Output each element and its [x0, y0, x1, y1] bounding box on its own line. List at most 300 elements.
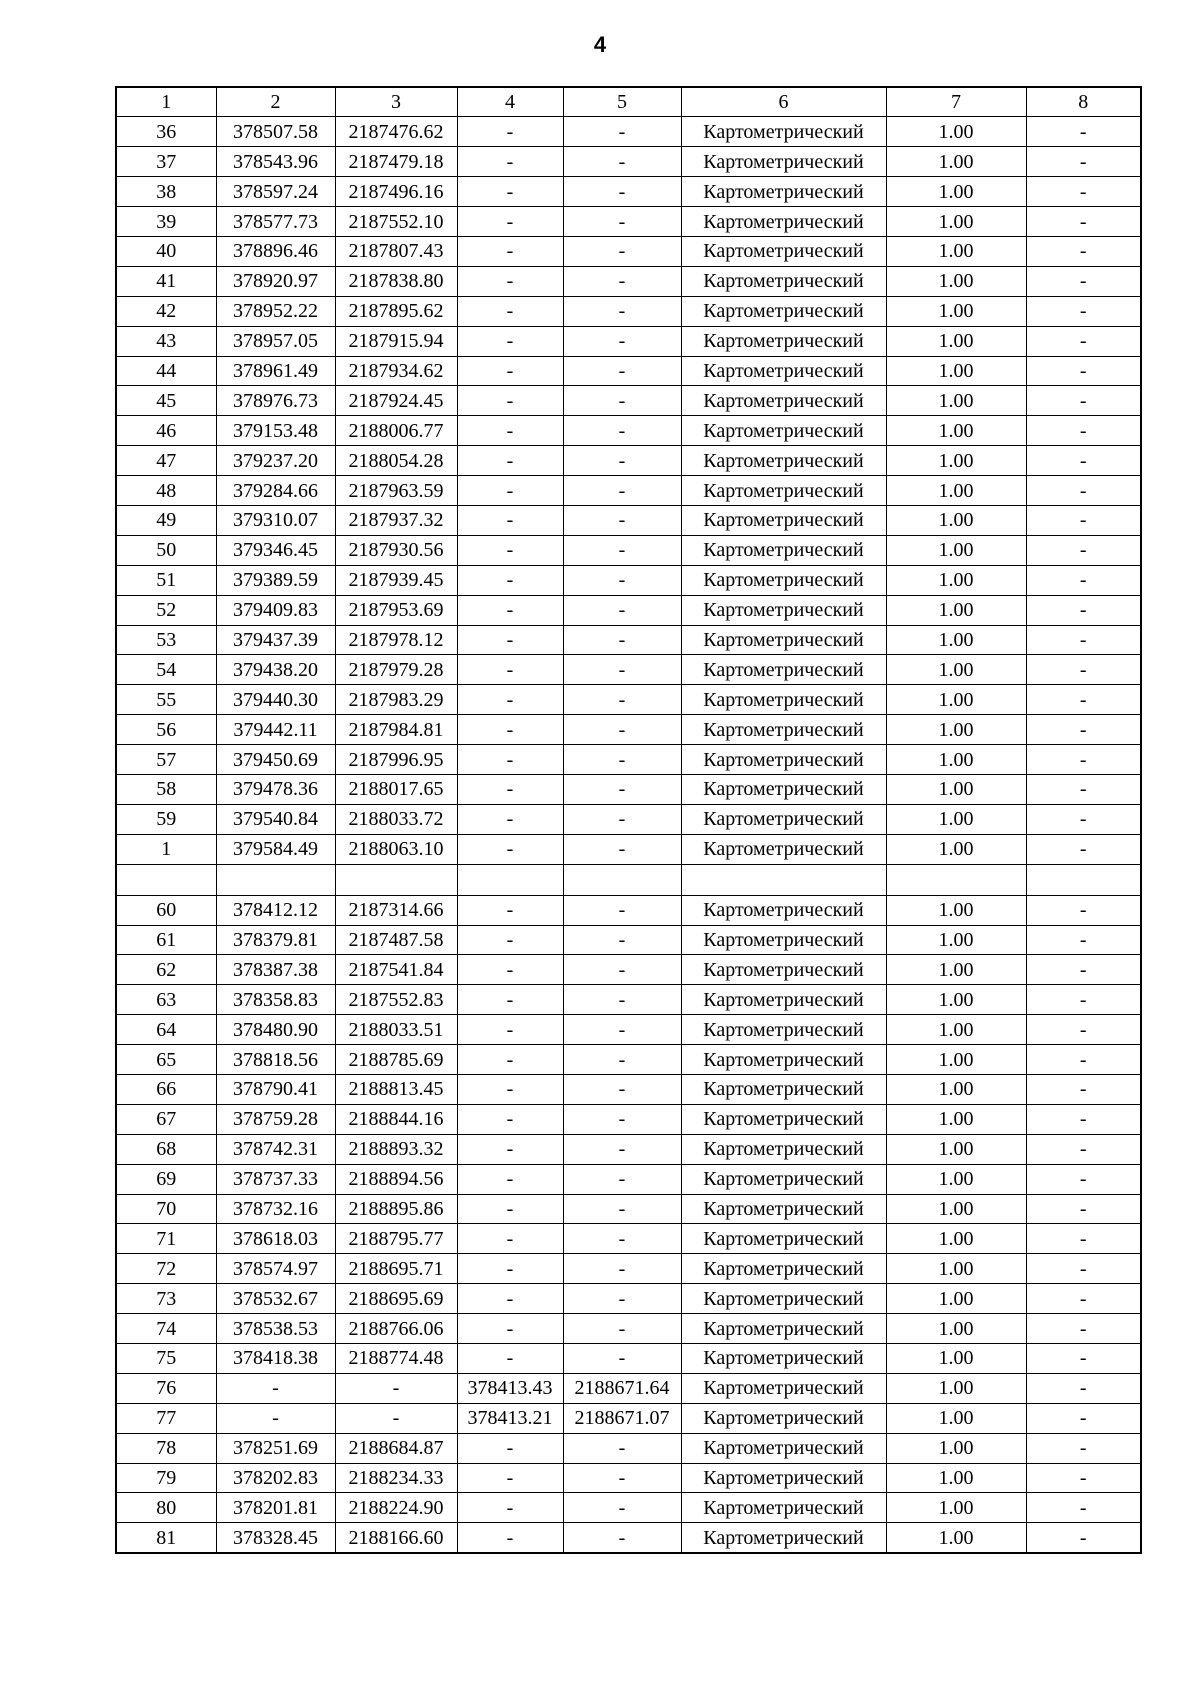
table-cell: 1.00 — [886, 1254, 1026, 1284]
table-cell: - — [563, 505, 681, 535]
table-cell: - — [1026, 117, 1141, 147]
table-cell: Картометрический — [681, 1104, 886, 1134]
table-cell: Картометрический — [681, 985, 886, 1015]
table-cell: Картометрический — [681, 207, 886, 237]
table-cell: - — [563, 1224, 681, 1254]
table-cell: - — [563, 476, 681, 506]
table-cell: - — [1026, 1403, 1141, 1433]
table-cell: - — [457, 925, 563, 955]
table-cell: 39 — [116, 207, 216, 237]
table-cell: 1.00 — [886, 386, 1026, 416]
table-row — [116, 505, 1141, 535]
table-cell: Картометрический — [681, 1015, 886, 1045]
table-cell: 2188671.64 — [563, 1373, 681, 1403]
table-cell: Картометрический — [681, 326, 886, 356]
table-cell: Картометрический — [681, 1344, 886, 1374]
table-cell: Картометрический — [681, 117, 886, 147]
table-cell: 37 — [116, 147, 216, 177]
table-cell: 378737.33 — [216, 1164, 335, 1194]
table-row — [116, 207, 1141, 237]
table-cell: 1.00 — [886, 1463, 1026, 1493]
table-cell: - — [1026, 834, 1141, 864]
table-cell: 378543.96 — [216, 147, 335, 177]
table-cell: - — [1026, 1433, 1141, 1463]
table-cell: 378742.31 — [216, 1134, 335, 1164]
table-row — [116, 1314, 1141, 1344]
table-cell: 51 — [116, 565, 216, 595]
table-cell: - — [457, 804, 563, 834]
table-row — [116, 1134, 1141, 1164]
table-row — [116, 715, 1141, 745]
table-cell: 379540.84 — [216, 804, 335, 834]
table-cell: 379584.49 — [216, 834, 335, 864]
table-cell: - — [1026, 1493, 1141, 1523]
table-cell: 52 — [116, 595, 216, 625]
table-cell: 378532.67 — [216, 1284, 335, 1314]
table-cell: Картометрический — [681, 834, 886, 864]
table-cell: 1.00 — [886, 1344, 1026, 1374]
table-cell: Картометрический — [681, 715, 886, 745]
table-cell: 2188695.71 — [335, 1254, 457, 1284]
table-cell: - — [457, 1254, 563, 1284]
table-cell: 378379.81 — [216, 925, 335, 955]
table-cell: 1.00 — [886, 955, 1026, 985]
table-cell: - — [1026, 207, 1141, 237]
table-cell: 41 — [116, 266, 216, 296]
table-cell: 49 — [116, 505, 216, 535]
table-cell: 2188813.45 — [335, 1075, 457, 1105]
table-cell: Картометрический — [681, 505, 886, 535]
table-cell: 1.00 — [886, 1373, 1026, 1403]
table-row — [116, 1045, 1141, 1075]
table-cell: Картометрический — [681, 745, 886, 775]
table-cell: 378976.73 — [216, 386, 335, 416]
table-row — [116, 834, 1141, 864]
table-cell: Картометрический — [681, 296, 886, 326]
table-cell: - — [457, 1015, 563, 1045]
table-cell: - — [563, 326, 681, 356]
table-cell: 44 — [116, 356, 216, 386]
table-cell: 2188766.06 — [335, 1314, 457, 1344]
table-cell: 378413.21 — [457, 1403, 563, 1433]
table-cell: - — [457, 715, 563, 745]
table-row — [116, 326, 1141, 356]
table-cell: - — [1026, 625, 1141, 655]
table-cell: 2187934.62 — [335, 356, 457, 386]
table-row — [116, 1403, 1141, 1433]
table-cell: - — [1026, 1104, 1141, 1134]
table-cell: Картометрический — [681, 147, 886, 177]
table-cell: - — [457, 535, 563, 565]
table-cell: 378507.58 — [216, 117, 335, 147]
table-cell: - — [563, 955, 681, 985]
table-cell: 379440.30 — [216, 685, 335, 715]
table-cell: 2187479.18 — [335, 147, 457, 177]
table-cell: 1.00 — [886, 356, 1026, 386]
table-cell: Картометрический — [681, 955, 886, 985]
table-cell: - — [1026, 1284, 1141, 1314]
table-cell: 1.00 — [886, 834, 1026, 864]
table-cell: 1.00 — [886, 804, 1026, 834]
table-row — [116, 266, 1141, 296]
table-cell: - — [1026, 1254, 1141, 1284]
table-cell: 2187807.43 — [335, 236, 457, 266]
table-row — [116, 685, 1141, 715]
table-cell: 1.00 — [886, 207, 1026, 237]
table-cell: - — [457, 386, 563, 416]
table-cell: Картометрический — [681, 1403, 886, 1433]
table-row — [116, 1104, 1141, 1134]
table-cell: - — [563, 1284, 681, 1314]
table-cell: 379438.20 — [216, 655, 335, 685]
table-cell: 1.00 — [886, 1134, 1026, 1164]
table-cell: - — [563, 1104, 681, 1134]
table-cell: 1.00 — [886, 1493, 1026, 1523]
table-cell: Картометрический — [681, 356, 886, 386]
table-cell: 2188054.28 — [335, 446, 457, 476]
table-cell: 61 — [116, 925, 216, 955]
table-cell: 70 — [116, 1194, 216, 1224]
table-cell: - — [1026, 1344, 1141, 1374]
table-row — [116, 864, 1141, 895]
table-row — [116, 565, 1141, 595]
table-cell — [216, 864, 335, 895]
table-cell: - — [563, 1433, 681, 1463]
table-cell: - — [457, 1523, 563, 1553]
column-header-1: 1 — [116, 87, 216, 117]
table-cell: Картометрический — [681, 1254, 886, 1284]
table-cell: 378597.24 — [216, 177, 335, 207]
table-row — [116, 925, 1141, 955]
table-cell: - — [563, 236, 681, 266]
table-cell: 2187476.62 — [335, 117, 457, 147]
table-row — [116, 1194, 1141, 1224]
table-cell: 2187496.16 — [335, 177, 457, 207]
table-cell: 2188234.33 — [335, 1463, 457, 1493]
table-cell: 1.00 — [886, 985, 1026, 1015]
table-cell: - — [1026, 745, 1141, 775]
table-cell: 75 — [116, 1344, 216, 1374]
table-cell: 378577.73 — [216, 207, 335, 237]
table-cell: 378201.81 — [216, 1493, 335, 1523]
table-cell: - — [563, 774, 681, 804]
table-cell: 64 — [116, 1015, 216, 1045]
table-cell: 2188893.32 — [335, 1134, 457, 1164]
table-row — [116, 535, 1141, 565]
table-cell: 55 — [116, 685, 216, 715]
table-cell: - — [563, 1075, 681, 1105]
column-header-8: 8 — [1026, 87, 1141, 117]
table-cell: - — [1026, 685, 1141, 715]
table-row — [116, 1433, 1141, 1463]
table-cell: 1.00 — [886, 535, 1026, 565]
table-cell: - — [1026, 565, 1141, 595]
table-cell: 60 — [116, 895, 216, 925]
table-cell: 1.00 — [886, 1164, 1026, 1194]
table-cell: 1.00 — [886, 685, 1026, 715]
table-cell: 62 — [116, 955, 216, 985]
table-cell: 46 — [116, 416, 216, 446]
table-cell: 2188017.65 — [335, 774, 457, 804]
table-cell: 1 — [116, 834, 216, 864]
table-cell: 40 — [116, 236, 216, 266]
table-cell: 2187937.32 — [335, 505, 457, 535]
table-cell: Картометрический — [681, 1314, 886, 1344]
table-cell: 72 — [116, 1254, 216, 1284]
table-cell: 1.00 — [886, 774, 1026, 804]
table-cell: 1.00 — [886, 1224, 1026, 1254]
table-cell: 378618.03 — [216, 1224, 335, 1254]
table-cell: 378480.90 — [216, 1015, 335, 1045]
table-cell: 56 — [116, 715, 216, 745]
table-cell: 48 — [116, 476, 216, 506]
table-cell: 2188063.10 — [335, 834, 457, 864]
table-cell: 378961.49 — [216, 356, 335, 386]
table-cell: - — [1026, 1373, 1141, 1403]
table-cell: Картометрический — [681, 804, 886, 834]
table-cell: 2188844.16 — [335, 1104, 457, 1134]
table-cell: - — [563, 1523, 681, 1553]
table-cell: 378952.22 — [216, 296, 335, 326]
table-cell: 2187978.12 — [335, 625, 457, 655]
table-cell: 2188671.07 — [563, 1403, 681, 1433]
table-cell: 66 — [116, 1075, 216, 1105]
table-cell: Картометрический — [681, 1523, 886, 1553]
table-cell: - — [457, 505, 563, 535]
table-cell: Картометрический — [681, 535, 886, 565]
table-cell: 2188033.72 — [335, 804, 457, 834]
table-cell: - — [1026, 236, 1141, 266]
table-row — [116, 1254, 1141, 1284]
table-cell: 379389.59 — [216, 565, 335, 595]
table-row — [116, 1493, 1141, 1523]
table-cell: 1.00 — [886, 745, 1026, 775]
table-cell: 1.00 — [886, 1523, 1026, 1553]
table-cell: 2188795.77 — [335, 1224, 457, 1254]
table-row — [116, 147, 1141, 177]
table-cell: 2187895.62 — [335, 296, 457, 326]
table-cell: - — [457, 774, 563, 804]
table-cell: 2187979.28 — [335, 655, 457, 685]
table-cell: 2188894.56 — [335, 1164, 457, 1194]
table-row — [116, 1463, 1141, 1493]
table-cell: 2187838.80 — [335, 266, 457, 296]
table-cell: - — [563, 625, 681, 655]
table-cell: - — [563, 745, 681, 775]
table-cell: - — [457, 296, 563, 326]
table-cell: - — [335, 1403, 457, 1433]
table-cell: Картометрический — [681, 1134, 886, 1164]
table-row — [116, 955, 1141, 985]
table-row — [116, 1284, 1141, 1314]
table-cell: - — [563, 685, 681, 715]
table-cell: 1.00 — [886, 1284, 1026, 1314]
table-cell: Картометрический — [681, 1194, 886, 1224]
table-cell: 53 — [116, 625, 216, 655]
table-cell: Картометрический — [681, 446, 886, 476]
table-cell: 378732.16 — [216, 1194, 335, 1224]
table-cell — [116, 864, 216, 895]
table-cell: - — [457, 476, 563, 506]
table-cell: 80 — [116, 1493, 216, 1523]
table-cell — [457, 864, 563, 895]
table-row — [116, 595, 1141, 625]
table-cell: Картометрический — [681, 774, 886, 804]
table-cell: 378759.28 — [216, 1104, 335, 1134]
table-cell: 54 — [116, 655, 216, 685]
table-cell: Картометрический — [681, 685, 886, 715]
table-cell: - — [563, 1314, 681, 1344]
table-cell: Картометрический — [681, 386, 886, 416]
column-header-4: 4 — [457, 87, 563, 117]
table-cell: 73 — [116, 1284, 216, 1314]
table-cell: - — [457, 985, 563, 1015]
table-cell: - — [457, 1433, 563, 1463]
table-cell: 379284.66 — [216, 476, 335, 506]
table-cell: 379450.69 — [216, 745, 335, 775]
table-cell: 379409.83 — [216, 595, 335, 625]
table-cell: 2187541.84 — [335, 955, 457, 985]
table-cell: - — [563, 715, 681, 745]
table-cell: - — [563, 1344, 681, 1374]
table-cell: 378790.41 — [216, 1075, 335, 1105]
table-cell: 378413.43 — [457, 1373, 563, 1403]
table-cell: - — [457, 177, 563, 207]
table-cell: - — [563, 655, 681, 685]
table-cell: Картометрический — [681, 1493, 886, 1523]
table-cell: 76 — [116, 1373, 216, 1403]
table-cell: - — [563, 1463, 681, 1493]
table-cell: - — [1026, 386, 1141, 416]
table-row — [116, 1373, 1141, 1403]
table-cell: Картометрический — [681, 266, 886, 296]
table-row — [116, 296, 1141, 326]
table-cell: - — [1026, 1134, 1141, 1164]
table-cell: - — [1026, 1045, 1141, 1075]
table-cell: - — [1026, 505, 1141, 535]
table-cell: 36 — [116, 117, 216, 147]
table-cell: Картометрический — [681, 1075, 886, 1105]
table-cell: 47 — [116, 446, 216, 476]
table-cell — [681, 864, 886, 895]
table-cell: 378538.53 — [216, 1314, 335, 1344]
table-cell: - — [457, 446, 563, 476]
table-cell: - — [1026, 1164, 1141, 1194]
table-row — [116, 446, 1141, 476]
table-cell: - — [563, 356, 681, 386]
table-cell: - — [1026, 985, 1141, 1015]
table-cell: - — [1026, 895, 1141, 925]
table-cell: - — [563, 804, 681, 834]
table-cell: - — [1026, 595, 1141, 625]
table-cell: Картометрический — [681, 1164, 886, 1194]
table-cell: - — [1026, 177, 1141, 207]
table-row — [116, 117, 1141, 147]
table-cell: - — [563, 1493, 681, 1523]
table-cell: 43 — [116, 326, 216, 356]
table-cell: - — [1026, 1075, 1141, 1105]
table-cell: - — [563, 535, 681, 565]
table-cell: - — [563, 565, 681, 595]
table-cell: - — [563, 446, 681, 476]
table-cell: - — [563, 1254, 681, 1284]
table-cell: 2187996.95 — [335, 745, 457, 775]
table-cell: 1.00 — [886, 1433, 1026, 1463]
table-cell: 1.00 — [886, 505, 1026, 535]
table-cell: Картометрический — [681, 1433, 886, 1463]
table-cell: - — [457, 655, 563, 685]
table-cell: 379478.36 — [216, 774, 335, 804]
table-cell: - — [457, 1075, 563, 1105]
table-cell: 1.00 — [886, 177, 1026, 207]
table-cell: - — [1026, 296, 1141, 326]
table-row — [116, 236, 1141, 266]
table-cell: 378358.83 — [216, 985, 335, 1015]
table-cell: 1.00 — [886, 296, 1026, 326]
table-cell: 1.00 — [886, 416, 1026, 446]
table-cell: 59 — [116, 804, 216, 834]
table-cell: 65 — [116, 1045, 216, 1075]
table-cell: - — [457, 1164, 563, 1194]
table-cell: 378920.97 — [216, 266, 335, 296]
table-cell: - — [457, 1104, 563, 1134]
table-cell: 38 — [116, 177, 216, 207]
table-cell: 1.00 — [886, 476, 1026, 506]
table-cell: 2187939.45 — [335, 565, 457, 595]
table-cell: 378328.45 — [216, 1523, 335, 1553]
table-cell: - — [563, 1045, 681, 1075]
table-cell: 2187552.83 — [335, 985, 457, 1015]
table-cell: - — [457, 595, 563, 625]
table-cell: - — [1026, 476, 1141, 506]
table-cell: 379437.39 — [216, 625, 335, 655]
table-cell: Картометрический — [681, 895, 886, 925]
table-cell: - — [457, 955, 563, 985]
table-cell: 1.00 — [886, 925, 1026, 955]
table-cell: - — [457, 834, 563, 864]
table-cell: 379346.45 — [216, 535, 335, 565]
table-cell: - — [563, 416, 681, 446]
table-cell: - — [1026, 446, 1141, 476]
table-cell: 78 — [116, 1433, 216, 1463]
table-header-row — [116, 87, 1141, 117]
table-cell: 2187552.10 — [335, 207, 457, 237]
table-cell: 1.00 — [886, 326, 1026, 356]
table-cell: 2188166.60 — [335, 1523, 457, 1553]
table-row — [116, 1224, 1141, 1254]
table-cell: Картометрический — [681, 416, 886, 446]
table-cell: 1.00 — [886, 266, 1026, 296]
table-cell: Картометрический — [681, 1284, 886, 1314]
table-cell: - — [457, 1134, 563, 1164]
column-header-7: 7 — [886, 87, 1026, 117]
table-row — [116, 416, 1141, 446]
table-cell: 1.00 — [886, 1015, 1026, 1045]
table-cell: - — [457, 565, 563, 595]
table-cell: 1.00 — [886, 715, 1026, 745]
table-cell: 1.00 — [886, 1075, 1026, 1105]
table-cell: - — [457, 1463, 563, 1493]
table-cell: - — [457, 236, 563, 266]
table-cell: 1.00 — [886, 565, 1026, 595]
coordinates-table — [115, 86, 1142, 1554]
table-cell — [563, 864, 681, 895]
table-cell: 2188224.90 — [335, 1493, 457, 1523]
table-cell: - — [1026, 1194, 1141, 1224]
table-row — [116, 625, 1141, 655]
table-cell: 42 — [116, 296, 216, 326]
table-cell: 57 — [116, 745, 216, 775]
